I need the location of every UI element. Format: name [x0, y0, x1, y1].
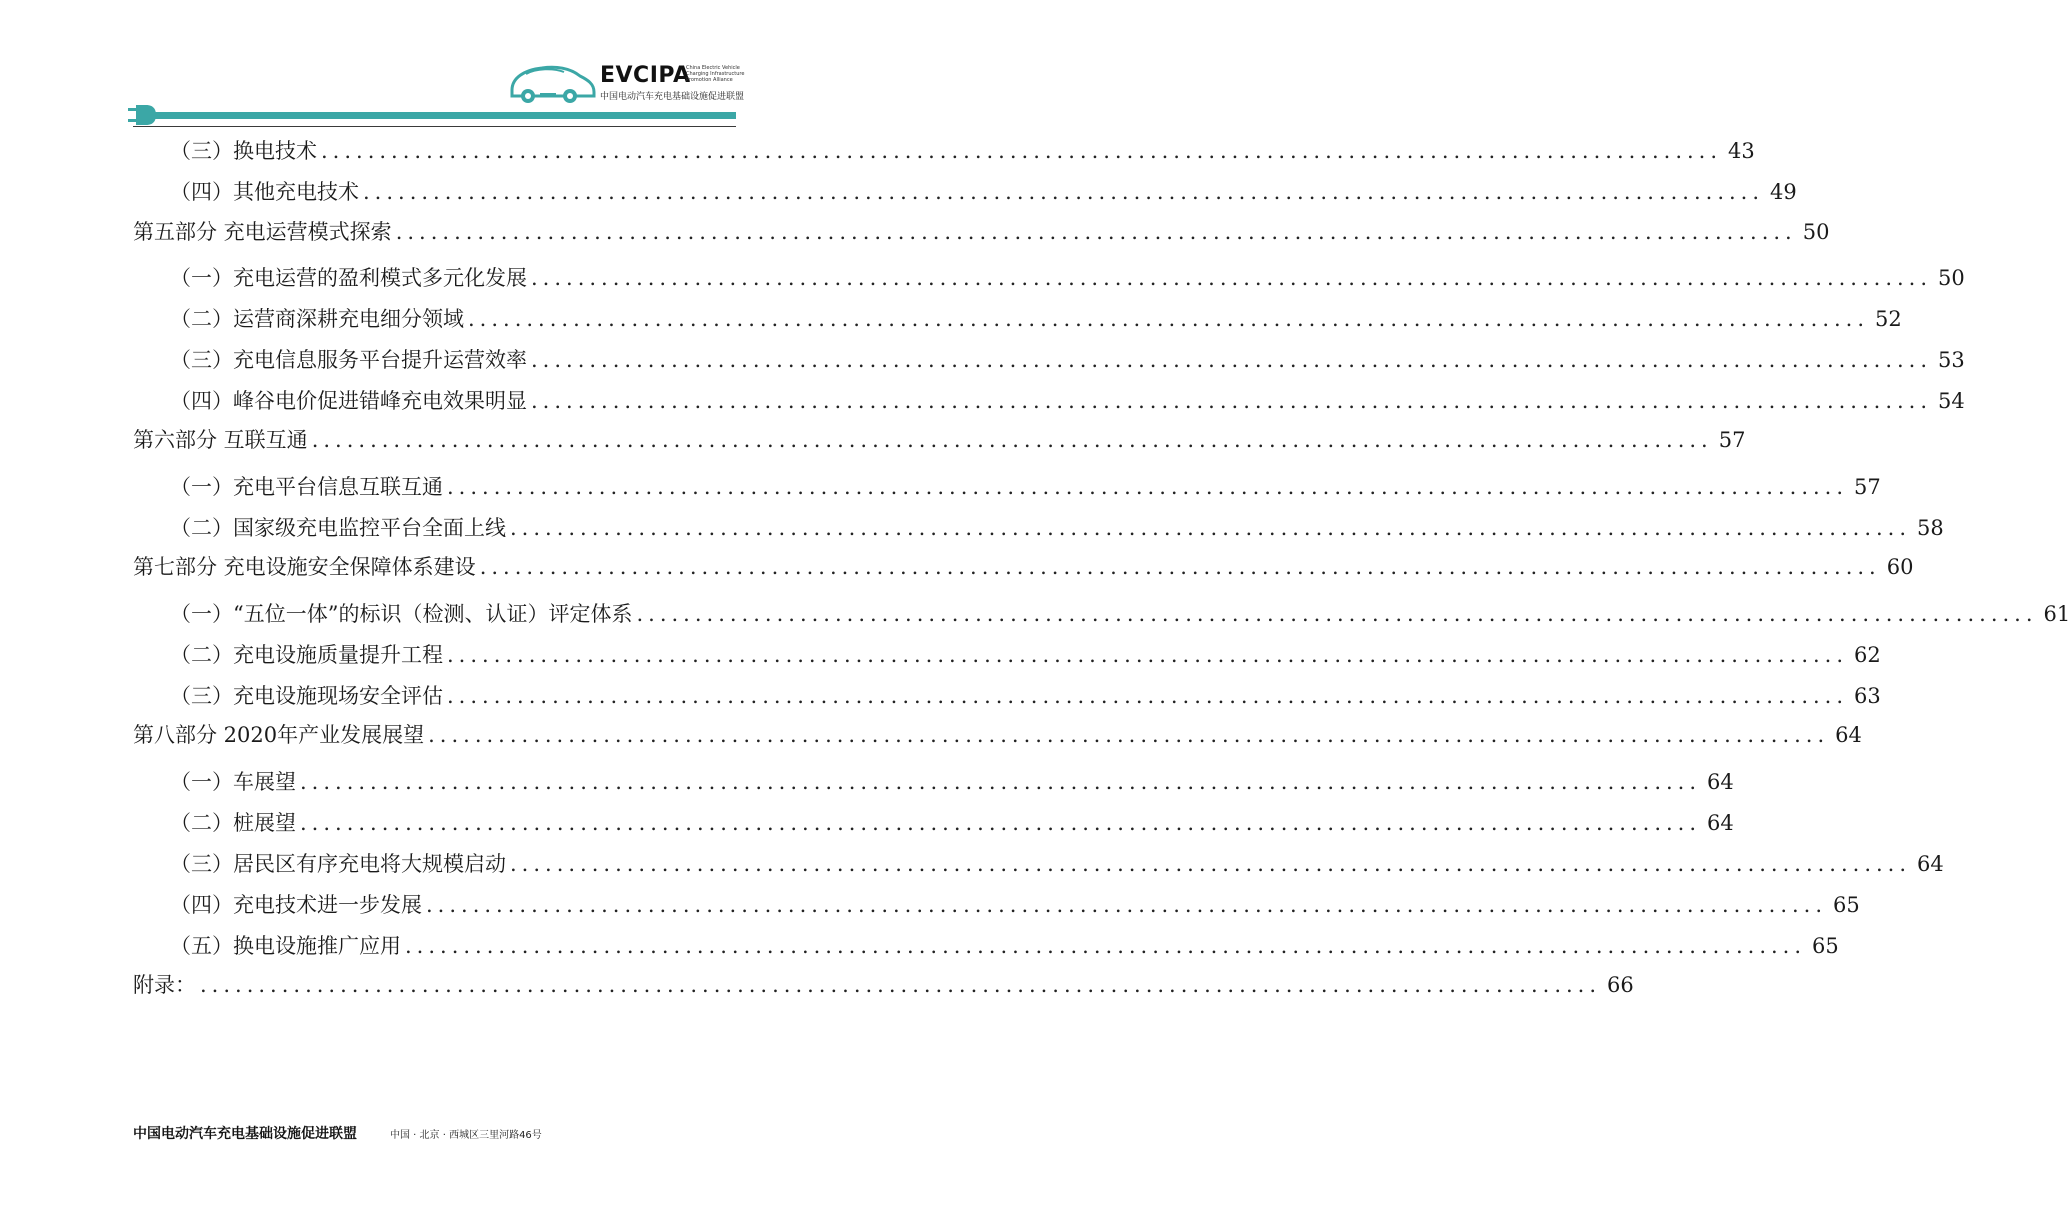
toc-page-number: 50	[1802, 220, 1830, 244]
brand-english-name: China Electric Vehicle Charging Infrastructure Promotion Alliance	[686, 65, 745, 83]
toc-dot-leader: ........................................................................................................................	[300, 770, 1702, 794]
brand-title: EVCIPA	[600, 63, 691, 88]
toc-dot-leader: ........................................................................................................................	[531, 348, 1933, 372]
toc-page-number: 49	[1770, 180, 1797, 204]
toc-page-number: 58	[1917, 516, 1944, 540]
toc-page-number: 65	[1812, 934, 1839, 958]
toc-dot-leader: ........................................................................................................................	[510, 852, 1912, 876]
toc-page-number: 53	[1938, 348, 1965, 372]
toc-page-number: 60	[1886, 555, 1914, 579]
toc-entry-title: （二）充电设施质量提升工程	[170, 643, 443, 667]
toc-entry-title: 第七部分 充电设施安全保障体系建设	[133, 555, 476, 579]
toc-dot-leader: ........................................................................................................................	[447, 684, 1849, 708]
toc-page-number: 57	[1718, 428, 1746, 452]
toc-entry-title: 第六部分 互联互通	[133, 428, 308, 452]
toc-entry[interactable]	[170, 682, 1881, 710]
toc-entry-title: （四）峰谷电价促进错峰充电效果明显	[170, 389, 527, 413]
toc-page-number: 63	[1854, 684, 1881, 708]
toc-dot-leader: ........................................................................................................................	[531, 266, 1933, 290]
toc-page-number: 61	[2043, 602, 2070, 626]
toc-dot-leader: ........................................................................................................................	[200, 973, 1602, 997]
toc-entry-title: （三）充电设施现场安全评估	[170, 684, 443, 708]
toc-entry[interactable]	[170, 641, 1881, 669]
toc-dot-leader: ........................................................................................................................	[468, 307, 1870, 331]
toc-dot-leader: ........................................................................................................................	[636, 602, 2038, 626]
toc-entry-title: （三）换电技术	[170, 139, 317, 163]
toc-entry[interactable]	[170, 346, 1965, 374]
toc-entry[interactable]	[133, 553, 1914, 581]
toc-entry-title: （一）车展望	[170, 770, 296, 794]
toc-dot-leader: ........................................................................................................................	[405, 934, 1807, 958]
toc-page-number: 52	[1875, 307, 1902, 331]
toc-entry[interactable]	[133, 721, 1862, 749]
toc-entry[interactable]	[170, 305, 1902, 333]
toc-entry-title: （四）充电技术进一步发展	[170, 893, 422, 917]
toc-entry-title: （一）充电平台信息互联互通	[170, 475, 443, 499]
toc-entry[interactable]	[170, 932, 1839, 960]
toc-entry-title: （三）充电信息服务平台提升运营效率	[170, 348, 527, 372]
toc-dot-leader: ........................................................................................................................	[510, 516, 1912, 540]
toc-entry[interactable]	[170, 850, 1944, 878]
header-divider	[133, 126, 736, 127]
toc-page-number: 64	[1707, 811, 1734, 835]
toc-page-number: 64	[1917, 852, 1944, 876]
toc-page-number: 54	[1938, 389, 1965, 413]
brand-chinese-name: 中国电动汽车充电基础设施促进联盟	[600, 92, 745, 102]
toc-page-number: 57	[1854, 475, 1881, 499]
toc-entry[interactable]	[170, 514, 1944, 542]
toc-entry[interactable]	[170, 891, 1860, 919]
toc-page-number: 66	[1607, 973, 1634, 997]
toc-entry-title: （二）运营商深耕充电细分领域	[170, 307, 464, 331]
footer-organization: 中国电动汽车充电基础设施促进联盟	[133, 1126, 357, 1142]
toc-entry[interactable]	[170, 473, 1881, 501]
toc-entry-title: （五）换电设施推广应用	[170, 934, 401, 958]
toc-entry-title: （一）“五位一体”的标识（检测、认证）评定体系	[170, 602, 633, 626]
toc-entry-title: 附录：	[133, 973, 196, 997]
toc-page-number: 65	[1833, 893, 1860, 917]
toc-entry[interactable]	[170, 387, 1965, 415]
toc-page-number: 64	[1707, 770, 1734, 794]
toc-entry-title: （二）桩展望	[170, 811, 296, 835]
toc-dot-leader: ........................................................................................................................	[395, 220, 1797, 244]
toc-entry-title: （一）充电运营的盈利模式多元化发展	[170, 266, 527, 290]
toc-dot-leader: ........................................................................................................................	[426, 893, 1828, 917]
toc-dot-leader: ........................................................................................................................	[428, 723, 1830, 747]
toc-dot-leader: ........................................................................................................................	[300, 811, 1702, 835]
header-accent-bar	[150, 112, 736, 119]
toc-dot-leader: ........................................................................................................................	[311, 428, 1713, 452]
footer-address: 中国 · 北京 · 西城区三里河路46号	[390, 1130, 542, 1141]
toc-entry-title: （二）国家级充电监控平台全面上线	[170, 516, 506, 540]
toc-page-number: 43	[1728, 139, 1755, 163]
toc-entry[interactable]	[170, 178, 1797, 206]
toc-entry-title: （四）其他充电技术	[170, 180, 359, 204]
toc-dot-leader: ........................................................................................................................	[479, 555, 1881, 579]
toc-entry[interactable]	[170, 600, 2070, 628]
toc-entry-title: 第八部分 2020年产业发展展望	[133, 723, 425, 747]
toc-entry-title: （三）居民区有序充电将大规模启动	[170, 852, 506, 876]
toc-page-number: 50	[1938, 266, 1965, 290]
toc-entry-title: 第五部分 充电运营模式探索	[133, 220, 392, 244]
toc-entry[interactable]	[133, 218, 1830, 246]
toc-entry[interactable]	[133, 971, 1634, 999]
toc-entry[interactable]	[133, 426, 1746, 454]
toc-entry[interactable]	[170, 768, 1734, 796]
toc-page-number: 62	[1854, 643, 1881, 667]
toc-dot-leader: ........................................................................................................................	[531, 389, 1933, 413]
toc-entry[interactable]	[170, 264, 1965, 292]
toc-entry[interactable]	[170, 137, 1755, 165]
toc-page-number: 64	[1835, 723, 1862, 747]
toc-dot-leader: ........................................................................................................................	[447, 475, 1849, 499]
toc-dot-leader: ........................................................................................................................	[363, 180, 1765, 204]
toc-dot-leader: ........................................................................................................................	[447, 643, 1849, 667]
toc-entry[interactable]	[170, 809, 1734, 837]
toc-dot-leader: ........................................................................................................................	[321, 139, 1723, 163]
